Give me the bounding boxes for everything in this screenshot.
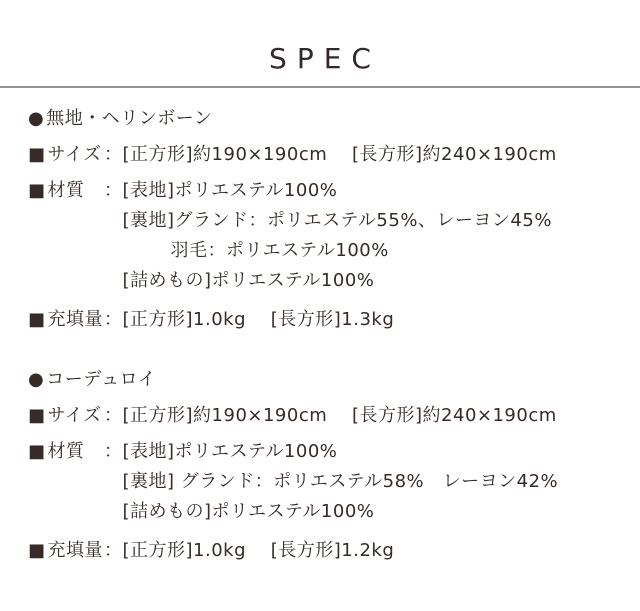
material-row: [28, 437, 616, 527]
size-values: [123, 140, 617, 170]
size-values: [123, 401, 617, 431]
size-label: [28, 401, 104, 431]
size-label: [28, 140, 104, 170]
filling-weight-label-text: 充填量: [47, 309, 104, 330]
section-heading: [28, 365, 616, 395]
spec-content: [0, 88, 640, 566]
circle-bullet-icon: ●: [28, 369, 45, 390]
square-bullet-icon: ■: [28, 309, 46, 330]
square-bullet-icon: ■: [28, 540, 46, 561]
material-outer-fabric: [表地]ポリエステル100%: [122, 441, 338, 462]
square-bullet-icon: ■: [28, 441, 46, 462]
filling-weight-row: [28, 536, 616, 566]
section-heading-label: 無地・ヘリンボーン: [46, 108, 213, 129]
material-outer-fabric: [表地]ポリエステル100%: [122, 180, 338, 201]
section-plain-herringbone: [28, 104, 616, 335]
material-label-text: 材質: [47, 441, 85, 462]
size-row: [28, 140, 616, 170]
material-values: [123, 437, 617, 527]
filling-weight-value: [正方形]1.0kg [長方形]1.2kg: [122, 540, 395, 561]
separator-colon: ：: [104, 441, 123, 462]
material-values: [123, 176, 617, 296]
filling-weight-label: [28, 536, 104, 566]
material-lining-ground: [裏地]グランド：ポリエステル55%、レーヨン45%: [122, 210, 552, 231]
size-label-text: サイズ: [47, 405, 102, 426]
square-bullet-icon: ■: [28, 144, 46, 165]
material-pile: 羽毛：ポリエステル100%: [170, 240, 389, 261]
filling-weight-values: [123, 305, 617, 335]
material-filling: [詰めもの]ポリエステル100%: [122, 501, 375, 522]
filling-weight-label-text: 充填量: [47, 540, 104, 561]
circle-bullet-icon: ●: [28, 108, 45, 129]
size-value: [正方形]約190×190cm [長方形]約240×190cm: [122, 144, 557, 165]
filling-weight-values: [123, 536, 617, 566]
separator-colon: ：: [104, 309, 123, 330]
section-heading-label: コーデュロイ: [46, 369, 157, 390]
separator-colon: ：: [104, 144, 123, 165]
separator-colon: ：: [104, 540, 123, 561]
material-row: [28, 176, 616, 296]
material-label: [28, 437, 104, 467]
material-lining-ground: [裏地] グランド：ポリエステル58% レーヨン42%: [122, 471, 559, 492]
material-label: [28, 176, 104, 206]
square-bullet-icon: ■: [28, 405, 46, 426]
material-label-text: 材質: [47, 180, 85, 201]
filling-weight-value: [正方形]1.0kg [長方形]1.3kg: [122, 309, 395, 330]
square-bullet-icon: ■: [28, 180, 46, 201]
section-heading: [28, 104, 616, 134]
section-corduroy: [28, 365, 616, 566]
size-value: [正方形]約190×190cm [長方形]約240×190cm: [122, 405, 557, 426]
filling-weight-label: [28, 305, 104, 335]
separator-colon: ：: [104, 405, 123, 426]
size-label-text: サイズ: [47, 144, 102, 165]
material-filling: [詰めもの]ポリエステル100%: [122, 270, 375, 291]
separator-colon: ：: [104, 180, 123, 201]
filling-weight-row: [28, 305, 616, 335]
size-row: [28, 401, 616, 431]
page-title: SPEC: [269, 42, 381, 75]
